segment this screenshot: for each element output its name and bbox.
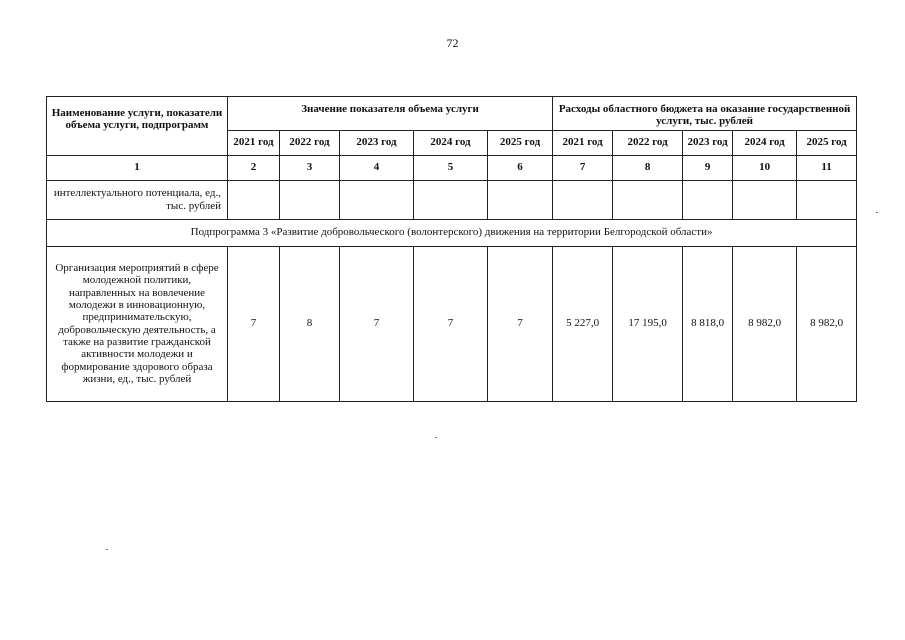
column-number: 7: [553, 155, 613, 180]
scan-speck: [106, 549, 108, 550]
column-number: 1: [47, 155, 228, 180]
scan-speck: [876, 212, 878, 213]
column-number: 5: [414, 155, 488, 180]
value-cell: [280, 180, 340, 219]
value-cell: 8 982,0: [733, 246, 797, 401]
column-number: 4: [340, 155, 414, 180]
header-row-1: [47, 97, 857, 131]
table-row-main: [47, 246, 857, 401]
year-header: 2023 год: [340, 130, 414, 155]
value-cell: 7: [340, 246, 414, 401]
column-number: 3: [280, 155, 340, 180]
value-cell: [340, 180, 414, 219]
value-cell: [553, 180, 613, 219]
value-cell: 8: [280, 246, 340, 401]
value-cell: [733, 180, 797, 219]
header-volume-group: Значение показателя объема услуги: [228, 97, 553, 131]
column-number: 8: [613, 155, 683, 180]
value-cell: 7: [228, 246, 280, 401]
column-number: 9: [683, 155, 733, 180]
year-header: 2023 год: [683, 130, 733, 155]
value-cell: 5 227,0: [553, 246, 613, 401]
year-header: 2021 год: [228, 130, 280, 155]
column-number: 6: [488, 155, 553, 180]
year-header: 2024 год: [414, 130, 488, 155]
year-header: 2022 год: [613, 130, 683, 155]
value-cell: [797, 180, 857, 219]
column-number: 11: [797, 155, 857, 180]
value-cell: [488, 180, 553, 219]
subprogram-title: Подпрограмма 3 «Развитие добровольческого (волонтерского) движения на территории Белгородской области»: [47, 219, 857, 246]
value-cell: 7: [414, 246, 488, 401]
year-header: 2024 год: [733, 130, 797, 155]
value-cell: 8 982,0: [797, 246, 857, 401]
column-number: 2: [228, 155, 280, 180]
column-number: 10: [733, 155, 797, 180]
row-name-cell: Организация мероприятий в сфере молодежной политики, направленных на вовлечение молодежи в инновационную, предпринимательскую, добровольческую деятельность, а также на развитие гражданской активности молодежи и формирование здорового образа жизни, ед., тыс. рублей: [47, 246, 228, 401]
year-header: 2021 год: [553, 130, 613, 155]
table-row-continuation: [47, 180, 857, 219]
year-header: 2025 год: [488, 130, 553, 155]
value-cell: [683, 180, 733, 219]
year-header: 2025 год: [797, 130, 857, 155]
subprogram-row: [47, 219, 857, 246]
budget-table: [46, 96, 857, 402]
value-cell: 8 818,0: [683, 246, 733, 401]
page-number: 72: [446, 36, 459, 50]
value-cell: [228, 180, 280, 219]
row-name-cell: интеллектуального потенциала, ед., тыс. рублей: [47, 180, 228, 219]
value-cell: [414, 180, 488, 219]
year-header: 2022 год: [280, 130, 340, 155]
scan-speck: [435, 437, 437, 438]
value-cell: [613, 180, 683, 219]
value-cell: 7: [488, 246, 553, 401]
header-name-cell: Наименование услуги, показатели объема услуги, подпрограмм: [47, 97, 228, 156]
header-budget-group: Расходы областного бюджета на оказание государственной услуги, тыс. рублей: [553, 97, 857, 131]
column-number-row: [47, 155, 857, 180]
value-cell: 17 195,0: [613, 246, 683, 401]
